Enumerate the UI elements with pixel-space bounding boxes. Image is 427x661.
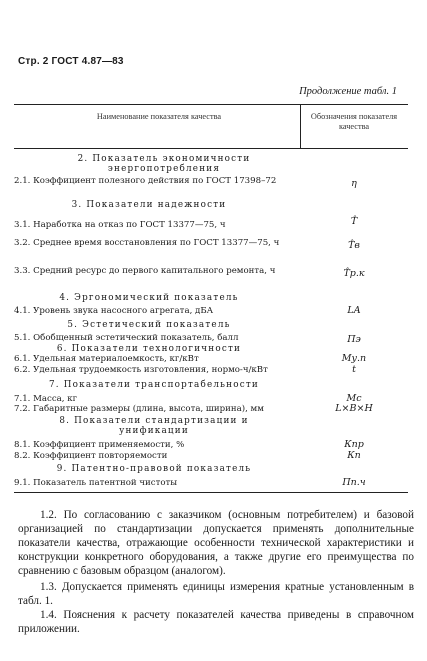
indicator-symbol: T̂	[350, 216, 358, 227]
indicator-name: 7.2. Габаритные размеры (длина, высота, ширина), мм	[14, 404, 264, 414]
indicator-name: 8.1. Коэффициент применяемости, %	[14, 440, 185, 450]
indicator-symbol: Пп.ч	[342, 477, 366, 488]
indicator-symbol: LA	[347, 305, 361, 316]
section-title: 2. Показатель экономичности энергопотребления	[77, 154, 251, 174]
indicator-name: 3.3. Средний ресурс до первого капитального ремонта, ч	[14, 266, 276, 276]
column-divider	[300, 104, 301, 148]
indicator-name: 9.1. Показатель патентной чистоты	[14, 478, 178, 488]
indicator-symbol: T̂р.к	[343, 268, 365, 279]
section-title: 5. Эстетический показатель	[67, 320, 231, 330]
quality-indicators-table	[14, 104, 408, 489]
column-header-name: Наименование показателя качества	[96, 112, 222, 121]
indicator-symbol: Кп	[347, 450, 361, 461]
section-title: 8. Показатели стандартизации и унификации	[59, 416, 249, 436]
section-title: 7. Показатели транспортабельности	[49, 380, 259, 390]
indicator-name: 3.1. Наработка на отказ по ГОСТ 13377—75, ч	[14, 220, 226, 230]
section-title: 9. Патентно-правовой показатель	[56, 464, 252, 474]
header-bottom-rule	[14, 148, 408, 149]
indicator-name: 7.1. Масса, кг	[14, 394, 78, 404]
indicator-symbol: η	[351, 178, 357, 189]
section-title: 3. Показатели надежности	[71, 200, 227, 210]
indicator-symbol: Пэ	[347, 334, 361, 345]
page-header: Стр. 2 ГОСТ 4.87—83	[18, 56, 124, 67]
column-header-symbol: Обозначения показателя качества	[310, 112, 398, 131]
section-title: 6. Показатели технологичности	[56, 344, 242, 354]
indicator-name: 3.2. Среднее время восстановления по ГОСТ 13377—75, ч	[14, 238, 280, 248]
indicator-symbol: t	[352, 364, 356, 375]
indicator-name: 8.2. Коэффициент повторяемости	[14, 451, 168, 461]
indicator-name: 6.1. Удельная материалоемкость, кг/кВт	[14, 354, 199, 364]
paragraph-1-3: 1.3. Допускается применять единицы измерения кратные установленным в табл. 1.	[18, 581, 414, 607]
indicator-name: 4.1. Уровень звука насосного агрегата, дБА	[14, 306, 214, 316]
indicator-name: 5.1. Обобщенный эстетический показатель, балл	[14, 333, 239, 343]
table-top-rule	[14, 104, 408, 105]
indicator-symbol: L×B×H	[335, 403, 373, 414]
paragraph-1-4: 1.4. Пояснения к расчету показателей качества приведены в справочном приложении.	[18, 609, 414, 635]
indicator-symbol: Му.п	[341, 353, 367, 364]
indicator-symbol: T̂в	[348, 240, 360, 251]
indicator-name: 2.1. Коэффициент полезного действия по ГОСТ 17398–72	[14, 176, 277, 186]
section-title: 4. Эргономический показатель	[59, 293, 239, 303]
table-bottom-rule	[14, 492, 408, 493]
indicator-symbol: Кпр	[344, 439, 364, 450]
indicator-symbol: Мс	[346, 393, 362, 404]
table-continuation-label: Продолжение табл. 1	[299, 86, 397, 97]
paragraph-1-2: 1.2. По согласованию с заказчиком (основным потребителем) и базовой организацией по стандартизации допускается применять дополнительные показатели качества, отражающие особенности технической характеристики и конструкции конкретного оборудования, а также другие его преимущества по сравнению с базовым образцом (аналогом).	[18, 509, 414, 577]
indicator-name: 6.2. Удельная трудоемкость изготовления, нормо-ч/кВт	[14, 365, 268, 375]
